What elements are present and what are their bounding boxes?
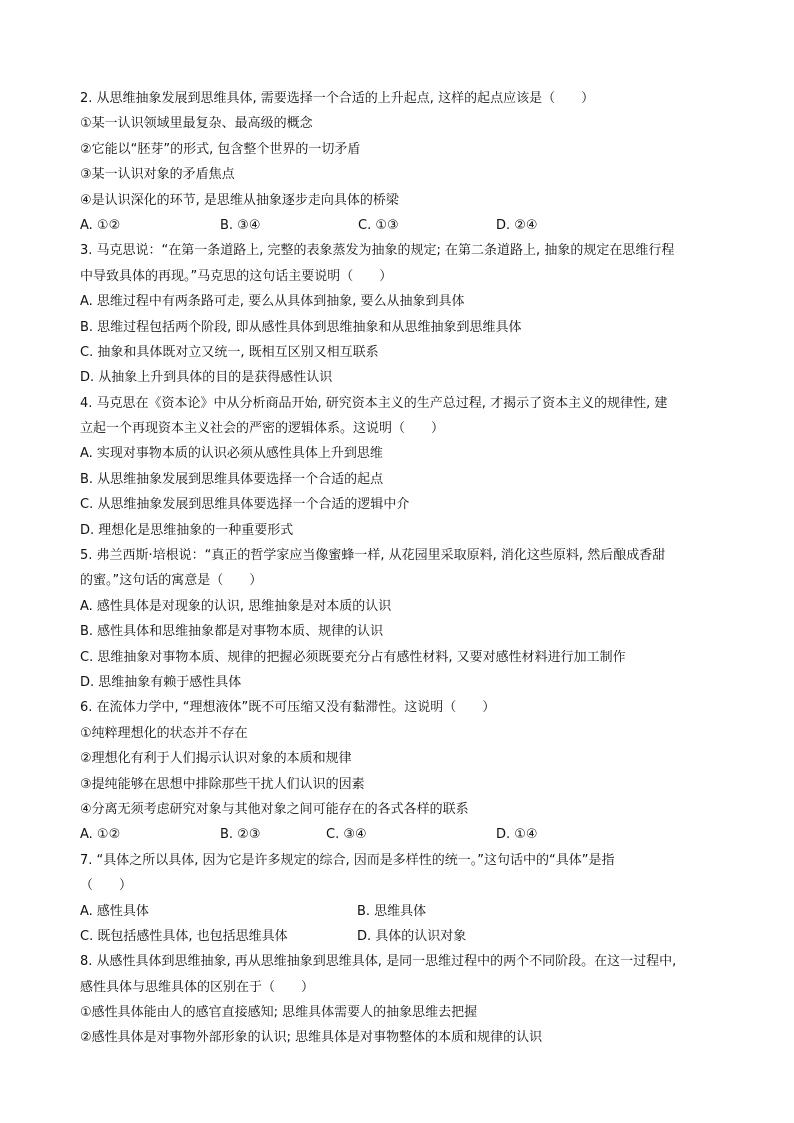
question-stem: 感性具体与思维具体的区别在于（ ） xyxy=(80,979,315,995)
statement-item: ②感性具体是对事物外部形象的认识; 思维具体是对事物整体的本质和规律的认识 xyxy=(80,1030,543,1046)
question-6 xyxy=(80,695,720,847)
statement-item: ①纯粹理想化的状态并不存在 xyxy=(80,725,248,741)
option-c: C. 从思维抽象发展到思维具体要选择一个合适的逻辑中介 xyxy=(80,497,410,513)
option-d: D. ①④ xyxy=(496,827,538,843)
statement-item: ④是认识深化的环节, 是思维从抽象逐步走向具体的桥梁 xyxy=(80,192,399,208)
option-c: C. ③④ xyxy=(326,827,367,843)
statement-item: ④分离无须考虑研究对象与其他对象之间可能存在的各式各样的联系 xyxy=(80,801,469,817)
option-b: B. 从思维抽象发展到思维具体要选择一个合适的起点 xyxy=(80,471,384,487)
option-d: D. 具体的认识对象 xyxy=(357,928,467,944)
question-stem: 6. 在流体力学中, “理想液体”既不可压缩又没有黏滞性。这说明（ ） xyxy=(80,700,496,716)
answer-options xyxy=(80,924,720,949)
statement-item: ①某一认识领域里最复杂、最高级的概念 xyxy=(80,116,313,132)
question-stem: 的蜜。”这句话的寓意是（ ） xyxy=(80,573,263,589)
question-stem: 7. “具体之所以具体, 因为它是许多规定的综合, 因而是多样性的统一。”这句话中的“具体”是指 xyxy=(80,852,615,868)
option-d: D. ②④ xyxy=(496,217,538,233)
option-a: A. ①② xyxy=(80,827,121,843)
answer-options xyxy=(80,213,720,238)
option-b: B. 思维过程包括两个阶段, 即从感性具体到思维抽象和从思维抽象到思维具体 xyxy=(80,319,522,335)
option-c: C. ①③ xyxy=(358,217,399,233)
question-stem: 立起一个再现资本主义社会的严密的逻辑体系。这说明（ ） xyxy=(80,421,445,437)
option-b: B. 思维具体 xyxy=(357,903,427,919)
question-stem: 3. 马克思说：“在第一条道路上, 完整的表象蒸发为抽象的规定; 在第二条道路上, 抽象的规定在思维行程 xyxy=(80,243,675,259)
question-3 xyxy=(80,238,720,390)
question-4 xyxy=(80,391,720,543)
option-b: B. ②③ xyxy=(220,827,261,843)
question-8 xyxy=(80,949,720,1051)
answer-options xyxy=(80,822,720,847)
question-stem: 5. 弗兰西斯·培根说：“真正的哲学家应当像蜜蜂一样, 从花园里采取原料, 消化这些原料, 然后酿成香甜 xyxy=(80,548,666,564)
option-d: D. 理想化是思维抽象的一种重要形式 xyxy=(80,522,294,538)
question-5 xyxy=(80,543,720,695)
question-stem: （ ） xyxy=(80,878,133,894)
question-2 xyxy=(80,86,720,238)
option-b: B. ③④ xyxy=(220,217,261,233)
question-7 xyxy=(80,848,720,950)
statement-item: ①感性具体能由人的感官直接感知; 思维具体需要人的抽象思维去把握 xyxy=(80,1005,478,1021)
option-a: A. 感性具体 xyxy=(80,903,149,919)
statement-item: ③提纯能够在思想中排除那些干扰人们认识的因素 xyxy=(80,776,365,792)
option-a: A. ①② xyxy=(80,217,121,233)
question-stem: 8. 从感性具体到思维抽象, 再从思维抽象到思维具体, 是同一思维过程中的两个不同阶段。在这一过程中, xyxy=(80,954,677,970)
option-a: A. 感性具体是对现象的认识, 思维抽象是对本质的认识 xyxy=(80,598,392,614)
option-c: C. 思维抽象对事物本质、规律的把握必须既要充分占有感性材料, 又要对感性材料进行加工制作 xyxy=(80,649,626,665)
statement-item: ②理想化有利于人们揭示认识对象的本质和规律 xyxy=(80,751,352,767)
question-stem: 4. 马克思在《资本论》中从分析商品开始, 研究资本主义的生产总过程, 才揭示了资本主义的规律性, 建 xyxy=(80,395,668,411)
option-d: D. 从抽象上升到具体的目的是获得感性认识 xyxy=(80,370,333,386)
question-stem: 中导致具体的再现。”马克思的这句话主要说明（ ） xyxy=(80,268,393,284)
option-c: C. 既包括感性具体, 也包括思维具体 xyxy=(80,928,288,944)
answer-options xyxy=(80,899,720,924)
option-a: A. 思维过程中有两条路可走, 要么从具体到抽象, 要么从抽象到具体 xyxy=(80,294,465,310)
statement-item: ②它能以“胚芽”的形式, 包含整个世界的一切矛盾 xyxy=(80,141,361,157)
statement-item: ③某一认识对象的矛盾焦点 xyxy=(80,167,235,183)
option-b: B. 感性具体和思维抽象都是对事物本质、规律的认识 xyxy=(80,624,384,640)
option-a: A. 实现对事物本质的认识必须从感性具体上升到思维 xyxy=(80,446,383,462)
question-list xyxy=(80,86,720,1051)
option-c: C. 抽象和具体既对立又统一, 既相互区别又相互联系 xyxy=(80,344,379,360)
question-stem: 2. 从思维抽象发展到思维具体, 需要选择一个合适的上升起点, 这样的起点应该是（ ） xyxy=(80,91,595,106)
option-d: D. 思维抽象有赖于感性具体 xyxy=(80,674,242,690)
